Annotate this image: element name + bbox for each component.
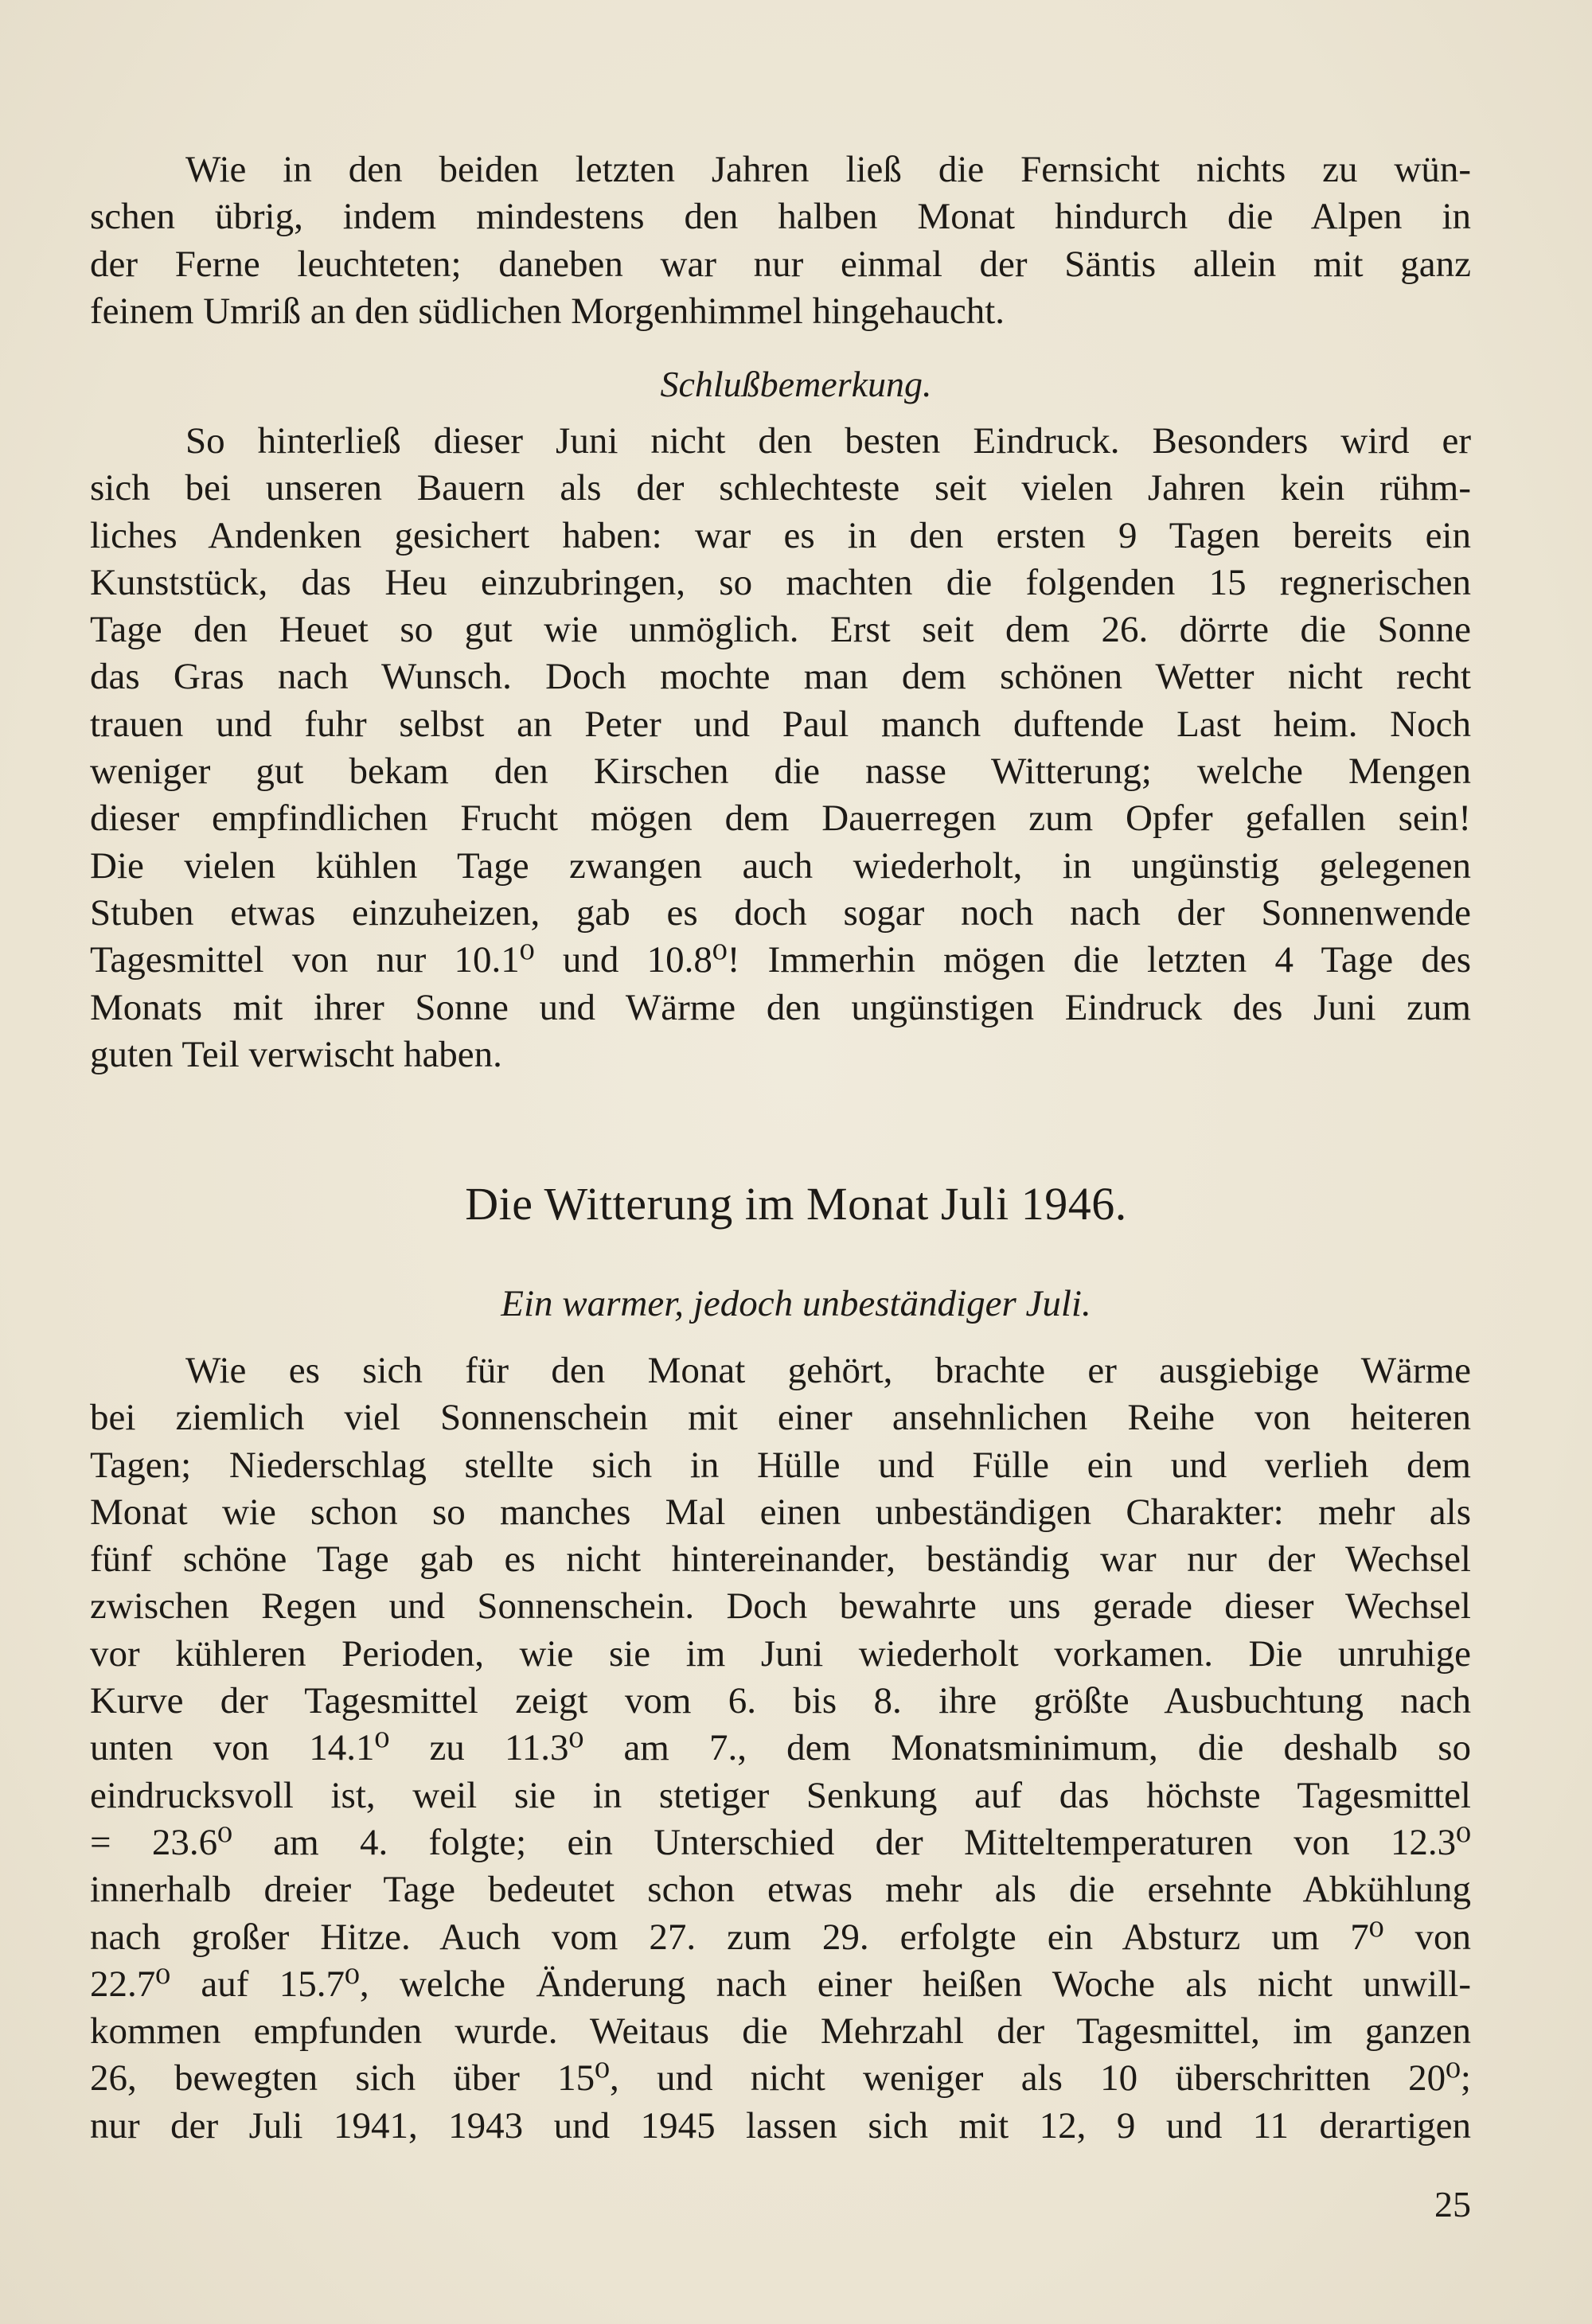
- text-line: Tagesmittel von nur 10.1⁰ und 10.8⁰! Immerhin mögen die letzten 4 Tage des: [90, 939, 1471, 981]
- text-line: zwischen Regen und Sonnenschein. Doch bewahrte uns gerade dieser Wechsel: [90, 1585, 1471, 1628]
- text-line: schen übrig, indem mindestens den halben Monat hindurch die Alpen in: [90, 196, 1471, 238]
- text-line: feinem Umriß an den südlichen Morgenhimmel hingehaucht.: [90, 290, 1005, 332]
- text-line: = 23.6⁰ am 4. folgte; ein Unterschied der Mitteltemperaturen von 12.3⁰: [90, 1821, 1471, 1863]
- text-line: 26, bewegten sich über 15⁰, und nicht weniger als 10 überschritten 20⁰;: [90, 2057, 1471, 2100]
- text-line: Tagen; Niederschlag stellte sich in Hülle und Fülle ein und verlieh dem: [90, 1444, 1471, 1486]
- text-line: der Ferne leuchteten; daneben war nur einmal der Säntis allein mit ganz: [90, 243, 1471, 285]
- text-line: unten von 14.1⁰ zu 11.3⁰ am 7., dem Monatsminimum, die deshalb so: [90, 1727, 1471, 1769]
- text-line: Wie es sich für den Monat gehört, brachte er ausgiebige Wärme: [185, 1350, 1471, 1391]
- text-line: kommen empfunden wurde. Weitaus die Mehrzahl der Tagesmittel, im ganzen: [90, 2010, 1471, 2053]
- text-line: nach großer Hitze. Auch vom 27. zum 29. erfolgte ein Absturz um 7⁰ von: [90, 1916, 1471, 1958]
- text-line: liches Andenken gesichert haben: war es in den ersten 9 Tagen bereits ein: [90, 514, 1471, 556]
- page-number: 25: [1434, 2184, 1471, 2225]
- text-line: trauen und fuhr selbst an Peter und Paul manch duftende Last heim. Noch: [90, 703, 1471, 745]
- text-line: bei ziemlich viel Sonnenschein mit einer ansehnlichen Reihe von heiteren: [90, 1397, 1471, 1439]
- text-line: Stuben etwas einzuheizen, gab es doch sogar noch nach der Sonnenwende: [90, 891, 1471, 934]
- text-line: eindrucksvoll ist, weil sie in stetiger Senkung auf das höchste Tagesmittel: [90, 1774, 1471, 1816]
- text-line: das Gras nach Wunsch. Doch mochte man dem schönen Wetter nicht recht: [90, 656, 1471, 698]
- chapter-title: Die Witterung im Monat Juli 1946.: [465, 1178, 1127, 1230]
- paragraph-fernsicht: [90, 146, 1471, 335]
- text-line: Kurve der Tagesmittel zeigt vom 6. bis 8. ihre größte Ausbuchtung nach: [90, 1680, 1471, 1722]
- text-line: Kunststück, das Heu einzubringen, so machten die folgenden 15 regnerischen: [90, 561, 1471, 603]
- text-line: So hinterließ dieser Juni nicht den besten Eindruck. Besonders wird er: [185, 420, 1471, 462]
- text-line: vor kühleren Perioden, wie sie im Juni wiederholt vorkamen. Die unruhige: [90, 1632, 1471, 1675]
- text-line: guten Teil verwischt haben.: [90, 1033, 502, 1075]
- text-line: nur der Juli 1941, 1943 und 1945 lassen sich mit 12, 9 und 11 derartigen: [90, 2104, 1471, 2147]
- text-line: dieser empfindlichen Frucht mögen dem Dauerregen zum Opfer gefallen sein!: [90, 797, 1471, 840]
- text-line: Monats mit ihrer Sonne und Wärme den ungünstigen Eindruck des Juni zum: [90, 986, 1471, 1028]
- paragraph-schlussbemerkung: [90, 418, 1471, 1078]
- text-line: Wie in den beiden letzten Jahren ließ die Fernsicht nichts zu wün-: [185, 149, 1471, 190]
- text-line: fünf schöne Tage gab es nicht hintereinander, beständig war nur der Wechsel: [90, 1538, 1471, 1581]
- text-line: Die vielen kühlen Tage zwangen auch wiederholt, in ungünstig gelegenen: [90, 844, 1471, 887]
- text-line: 22.7⁰ auf 15.7⁰, welche Änderung nach einer heißen Woche als nicht unwill-: [90, 1963, 1471, 2005]
- section-heading-schlussbemerkung: Schlußbemerkung.: [660, 364, 932, 404]
- text-line: Monat wie schon so manches Mal einen unbeständigen Charakter: mehr als: [90, 1491, 1471, 1533]
- paragraph-juli: [90, 1347, 1471, 2150]
- text-line: weniger gut bekam den Kirschen die nasse Witterung; welche Mengen: [90, 751, 1471, 793]
- text-line: sich bei unseren Bauern als der schlechteste seit vielen Jahren kein rühm-: [90, 467, 1471, 509]
- text-line: Tage den Heuet so gut wie unmöglich. Erst seit dem 26. dörrte die Sonne: [90, 609, 1471, 651]
- chapter-subtitle: Ein warmer, jedoch unbeständiger Juli.: [501, 1283, 1091, 1324]
- text-line: innerhalb dreier Tage bedeutet schon etwas mehr als die ersehnte Abkühlung: [90, 1869, 1471, 1911]
